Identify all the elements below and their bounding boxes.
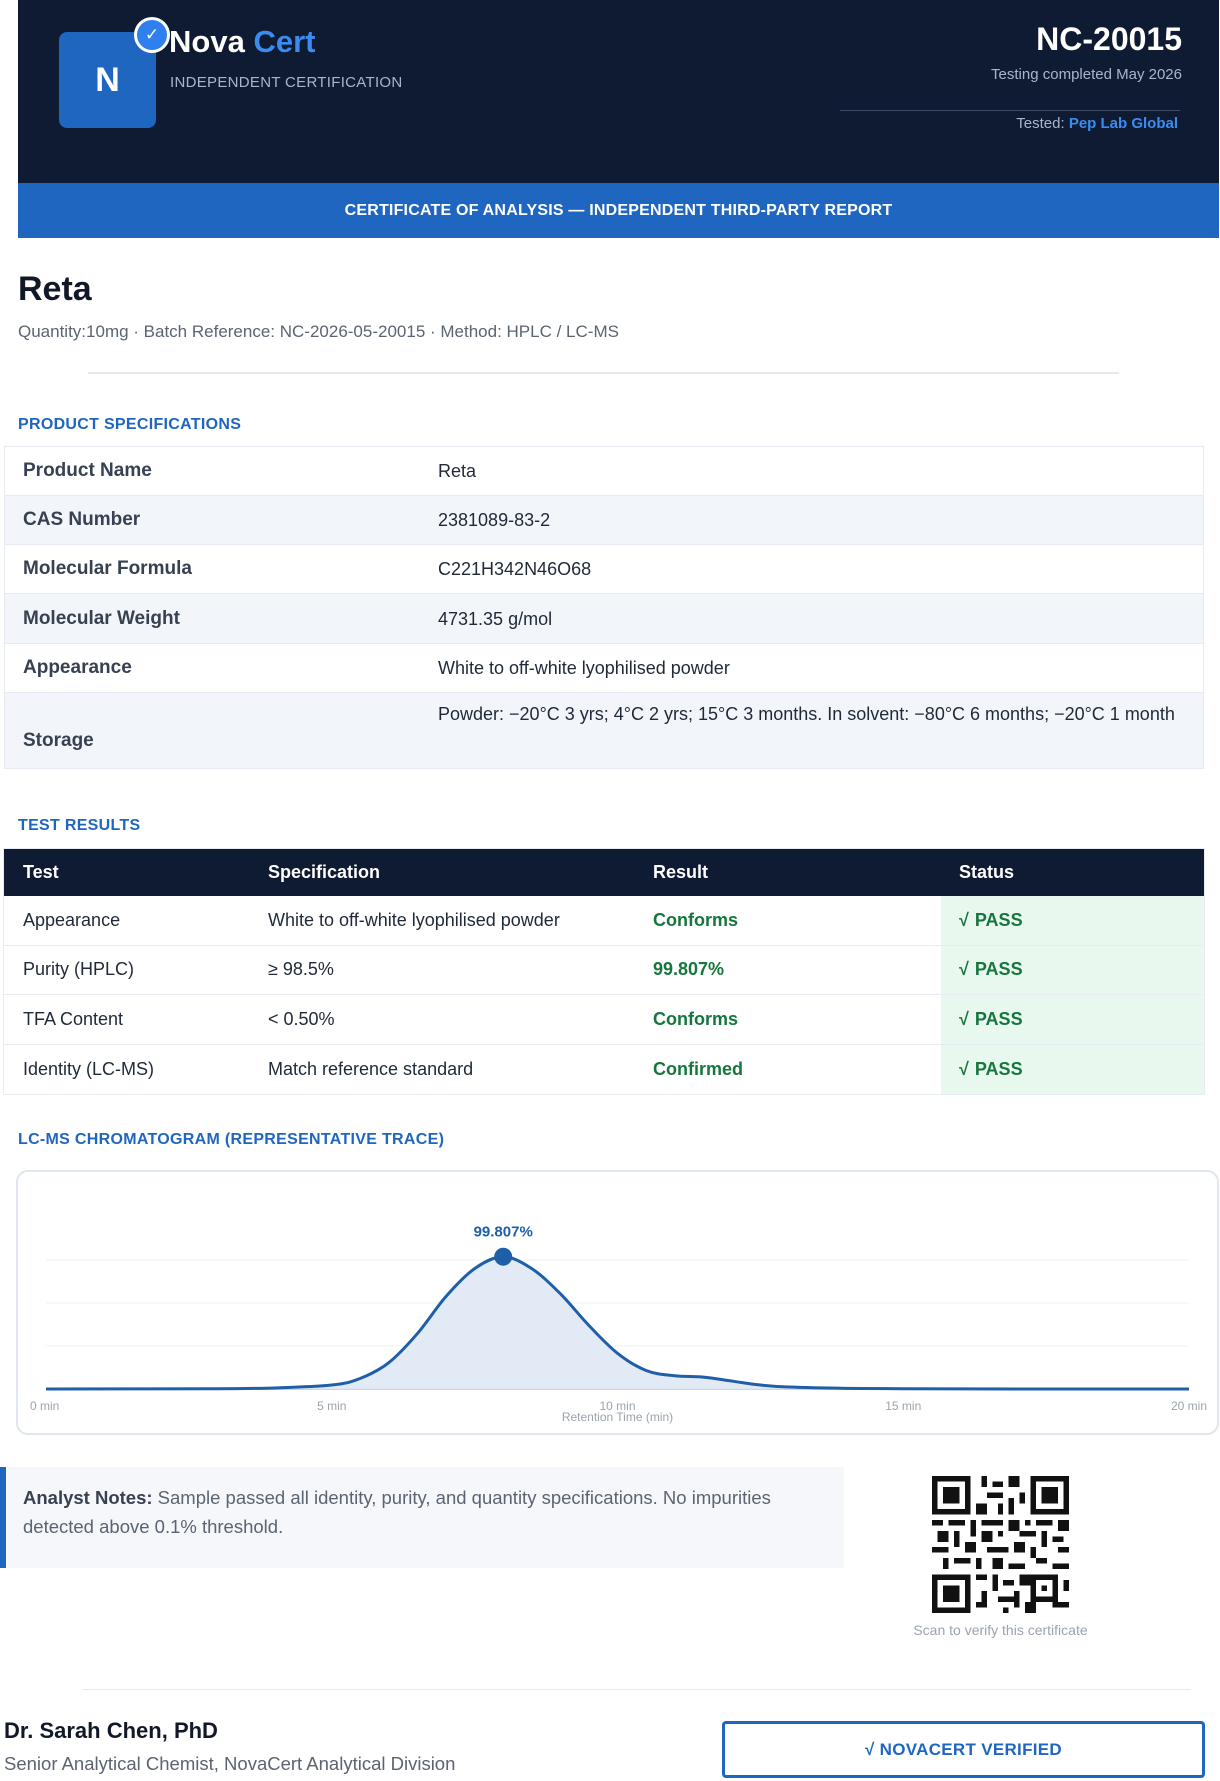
verification-qr-code[interactable] bbox=[932, 1476, 1069, 1613]
status-text: PASS bbox=[974, 1008, 1023, 1029]
signatory-title: Senior Analytical Chemist, NovaCert Analytical Division bbox=[4, 1753, 456, 1774]
spec-value: C221H342N46O68 bbox=[438, 559, 592, 579]
tested-lab-name: Pep Lab Global bbox=[1068, 115, 1178, 132]
status-badge bbox=[941, 995, 1204, 1044]
brand-tagline: INDEPENDENT CERTIFICATION bbox=[170, 74, 403, 91]
test-name: TFA Content bbox=[23, 1008, 124, 1029]
check-icon: √ bbox=[959, 959, 969, 980]
test-result: Conforms bbox=[653, 1008, 738, 1029]
spec-value: Powder: −20°C 3 yrs; 4°C 2 yrs; 15°C 3 months. In solvent: −80°C 6 months; −20°C 1 month bbox=[438, 704, 1175, 724]
status-text: PASS bbox=[974, 909, 1023, 930]
x-tick-label: 10 min bbox=[599, 1399, 636, 1413]
results-heading: TEST RESULTS bbox=[18, 817, 141, 834]
spec-row bbox=[5, 594, 1203, 644]
test-name: Identity (LC-MS) bbox=[23, 1058, 155, 1079]
status-badge bbox=[941, 896, 1204, 945]
x-tick-label: 5 min bbox=[317, 1399, 347, 1413]
logo-letter: N bbox=[95, 60, 120, 99]
check-icon: √ bbox=[959, 1058, 969, 1079]
table-row bbox=[4, 946, 1204, 996]
col-header-specification: Specification bbox=[268, 862, 381, 882]
spec-row bbox=[5, 644, 1203, 693]
qr-caption: Scan to verify this certificate bbox=[913, 1622, 1088, 1638]
footer-divider bbox=[82, 1689, 1191, 1690]
section-divider bbox=[88, 372, 1119, 374]
chromatogram-chart bbox=[16, 1170, 1219, 1435]
test-result: Confirmed bbox=[653, 1058, 743, 1079]
results-table bbox=[3, 848, 1205, 1095]
table-row bbox=[4, 896, 1204, 946]
report-banner: CERTIFICATE OF ANALYSIS — INDEPENDENT THIRD-PARTY REPORT bbox=[18, 183, 1219, 238]
notes-label: Analyst Notes: bbox=[23, 1487, 153, 1508]
brand-name-part1: Nova bbox=[169, 24, 245, 59]
chromatogram-area bbox=[46, 1257, 1189, 1389]
signatory-name: Dr. Sarah Chen, PhD bbox=[4, 1718, 218, 1743]
spec-value: 4731.35 g/mol bbox=[438, 608, 553, 629]
notes-text: Sample passed all identity, purity, and quantity specifications. No impurities detected above 0.1% threshold. bbox=[23, 1487, 771, 1537]
check-icon: √ bbox=[959, 909, 969, 930]
test-specification: < 0.50% bbox=[268, 1008, 335, 1029]
peak-marker bbox=[494, 1248, 512, 1266]
specs-heading: PRODUCT SPECIFICATIONS bbox=[18, 416, 242, 433]
test-name: Appearance bbox=[23, 909, 121, 930]
status-badge bbox=[941, 1045, 1204, 1095]
spec-value: White to off-white lyophilised powder bbox=[438, 658, 730, 678]
tested-prefix: Tested: bbox=[1016, 115, 1065, 132]
test-specification: Match reference standard bbox=[268, 1058, 474, 1079]
test-result: Conforms bbox=[653, 909, 738, 930]
spec-label: Molecular Formula bbox=[23, 558, 192, 579]
spec-row bbox=[5, 447, 1203, 496]
spec-label: Molecular Weight bbox=[23, 607, 180, 629]
spec-label: CAS Number bbox=[23, 509, 141, 530]
specs-table bbox=[4, 446, 1204, 769]
test-result: 99.807% bbox=[653, 959, 725, 980]
table-row bbox=[4, 1045, 1204, 1095]
chromatogram-svg bbox=[18, 1172, 1217, 1433]
spec-value: 2381089-83-2 bbox=[438, 510, 551, 530]
peak-label: 99.807% bbox=[473, 1223, 533, 1241]
col-header-test: Test bbox=[23, 862, 59, 882]
spec-row bbox=[5, 693, 1203, 768]
certificate-header bbox=[18, 0, 1219, 183]
verified-badge: √ NOVACERT VERIFIED bbox=[722, 1721, 1205, 1778]
test-specification: ≥ 98.5% bbox=[268, 959, 334, 980]
brand-name-part2: Cert bbox=[253, 24, 316, 59]
verified-check-icon: ✓ bbox=[134, 17, 170, 53]
x-axis-label: Retention Time (min) bbox=[561, 1410, 674, 1424]
x-tick-label: 0 min bbox=[30, 1399, 60, 1413]
tested-by bbox=[1016, 115, 1178, 132]
status-text: PASS bbox=[974, 959, 1023, 980]
spec-label: Appearance bbox=[23, 657, 132, 678]
spec-label: Product Name bbox=[23, 460, 152, 481]
x-tick-label: 15 min bbox=[885, 1399, 922, 1413]
check-icon: √ bbox=[959, 1008, 969, 1029]
x-tick-label: 20 min bbox=[1170, 1399, 1207, 1413]
product-title: Reta bbox=[18, 270, 92, 308]
spec-label: Storage bbox=[23, 730, 94, 751]
col-header-result: Result bbox=[653, 862, 709, 882]
spec-value: Reta bbox=[438, 461, 477, 481]
spec-row bbox=[5, 545, 1203, 594]
certificate-number: NC-20015 bbox=[1036, 21, 1182, 57]
testing-completed-date: Testing completed May 2026 bbox=[991, 66, 1182, 83]
test-specification: White to off-white lyophilised powder bbox=[268, 909, 560, 930]
table-row bbox=[4, 995, 1204, 1045]
header-divider bbox=[840, 110, 1180, 111]
chromatogram-heading: LC-MS CHROMATOGRAM (REPRESENTATIVE TRACE) bbox=[18, 1131, 445, 1148]
status-text: PASS bbox=[974, 1058, 1023, 1079]
results-header-row bbox=[4, 849, 1204, 896]
col-header-status: Status bbox=[959, 862, 1015, 882]
analyst-notes bbox=[0, 1467, 844, 1568]
spec-row bbox=[5, 496, 1203, 545]
brand-name bbox=[169, 24, 315, 60]
product-meta: Quantity:10mg · Batch Reference: NC-2026-05-20015 · Method: HPLC / LC-MS bbox=[18, 322, 619, 341]
status-badge bbox=[941, 946, 1204, 995]
test-name: Purity (HPLC) bbox=[23, 959, 135, 980]
